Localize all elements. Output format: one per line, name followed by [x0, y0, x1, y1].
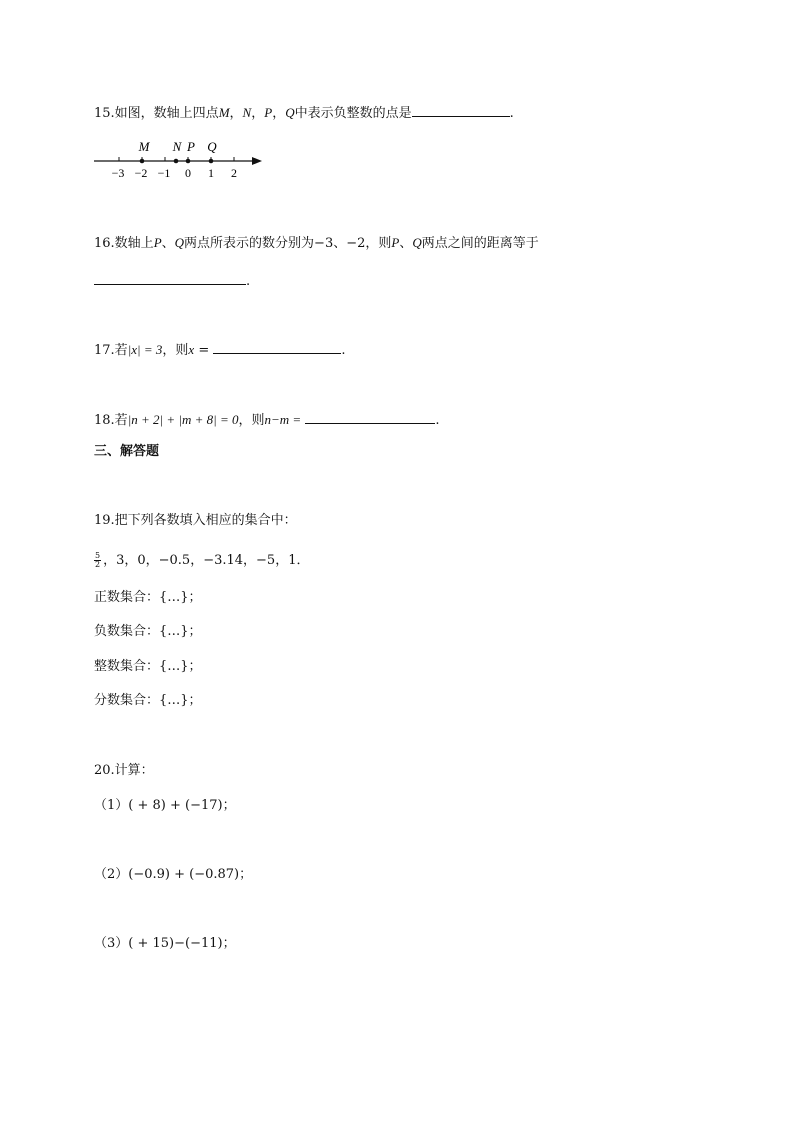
- point-label-m: M: [138, 139, 150, 154]
- q16-point-q: Q: [174, 235, 185, 250]
- q16-answer-blank[interactable]: [94, 272, 246, 285]
- q20-item-3: （3）( + 15)−(−11)；: [94, 936, 236, 951]
- q16-point-q: Q: [412, 235, 422, 250]
- q16-text: 两点所表示的数分别为−3、−2，则: [184, 236, 392, 251]
- q15-sep: ，: [272, 106, 286, 121]
- q15-point-q: Q: [285, 105, 295, 120]
- point-label-q: Q: [207, 139, 217, 154]
- question-15: [94, 104, 514, 122]
- point-m-dot: [140, 159, 145, 164]
- q17-expression: |x| = 3: [127, 342, 163, 357]
- q18-expression: |n + 2| + |m + 8| = 0: [127, 412, 239, 427]
- positive-set-line: 正数集合：{…}；: [94, 590, 202, 605]
- q18-mid: ，则: [238, 413, 265, 428]
- q15-answer-blank[interactable]: [412, 104, 510, 117]
- tick-label: −1: [157, 166, 171, 180]
- tick-label: 0: [185, 166, 191, 180]
- q15-suffix: 中表示负整数的点是: [294, 106, 412, 121]
- q17-variable: x: [188, 342, 195, 357]
- section-heading: 三、解答题: [94, 444, 160, 459]
- q17-answer-blank[interactable]: [213, 341, 341, 354]
- q16-point-p: P: [153, 235, 162, 250]
- question-20-title: 20.计算：: [94, 763, 154, 778]
- q17-equals: =: [194, 343, 210, 358]
- question-17: [94, 341, 346, 359]
- axis-arrow-icon: [252, 157, 262, 165]
- fraction-set-line: 分数集合：{…}；: [94, 693, 202, 708]
- q15-point-n: N: [242, 105, 252, 120]
- q15-end: .: [509, 106, 514, 121]
- point-q-dot: [209, 159, 214, 164]
- number-line-figure: [90, 134, 270, 184]
- tick-label: −2: [134, 166, 148, 180]
- q17-prefix: 17.若: [94, 343, 128, 358]
- point-n-dot: [174, 159, 179, 164]
- q18-prefix: 18.若: [94, 413, 128, 428]
- q15-point-m: M: [218, 105, 230, 120]
- q18-answer-blank[interactable]: [305, 411, 435, 424]
- tick-label: 2: [231, 166, 237, 180]
- question-19-title: 19.把下列各数填入相应的集合中：: [94, 513, 297, 528]
- q15-sep: ，: [229, 106, 243, 121]
- q15-prefix: 15.如图，数轴上四点: [94, 106, 219, 121]
- question-19-numbers: [94, 551, 309, 571]
- q19-number-list: ，3，0，−0.5，−3.14，−5，1．: [103, 553, 310, 568]
- fraction-denominator: 2: [95, 560, 101, 569]
- point-label-p: P: [187, 139, 195, 154]
- q15-sep: ，: [251, 106, 265, 121]
- q17-end: .: [341, 343, 346, 358]
- tick-label: −3: [111, 166, 125, 180]
- q15-point-p: P: [264, 105, 273, 120]
- point-label-n: N: [172, 139, 182, 154]
- q20-item-2: （2）(−0.9) + (−0.87)；: [94, 867, 253, 882]
- q18-result-expression: n−m =: [264, 412, 302, 427]
- q17-mid: ，则: [162, 343, 189, 358]
- q16-sep: 、: [399, 236, 413, 251]
- negative-set-line: 负数集合：{…}；: [94, 624, 202, 639]
- q16-end: .: [246, 274, 251, 289]
- fraction-five-halves: [94, 552, 101, 569]
- q16-sep: 、: [161, 236, 175, 251]
- question-16: [94, 235, 539, 252]
- q16-prefix: 16.数轴上: [94, 236, 154, 251]
- q20-item-1: （1）( + 8) + (−17)；: [94, 798, 236, 813]
- point-p-dot: [186, 159, 191, 164]
- fraction-numerator: 5: [95, 551, 101, 560]
- tick-label: 1: [208, 166, 214, 180]
- question-16-answer-line: [94, 272, 250, 290]
- q16-suffix: 两点之间的距离等于: [421, 236, 539, 251]
- q18-end: .: [435, 413, 440, 428]
- q16-point-p: P: [391, 235, 400, 250]
- question-18: [94, 411, 439, 429]
- integer-set-line: 整数集合：{…}；: [94, 659, 202, 674]
